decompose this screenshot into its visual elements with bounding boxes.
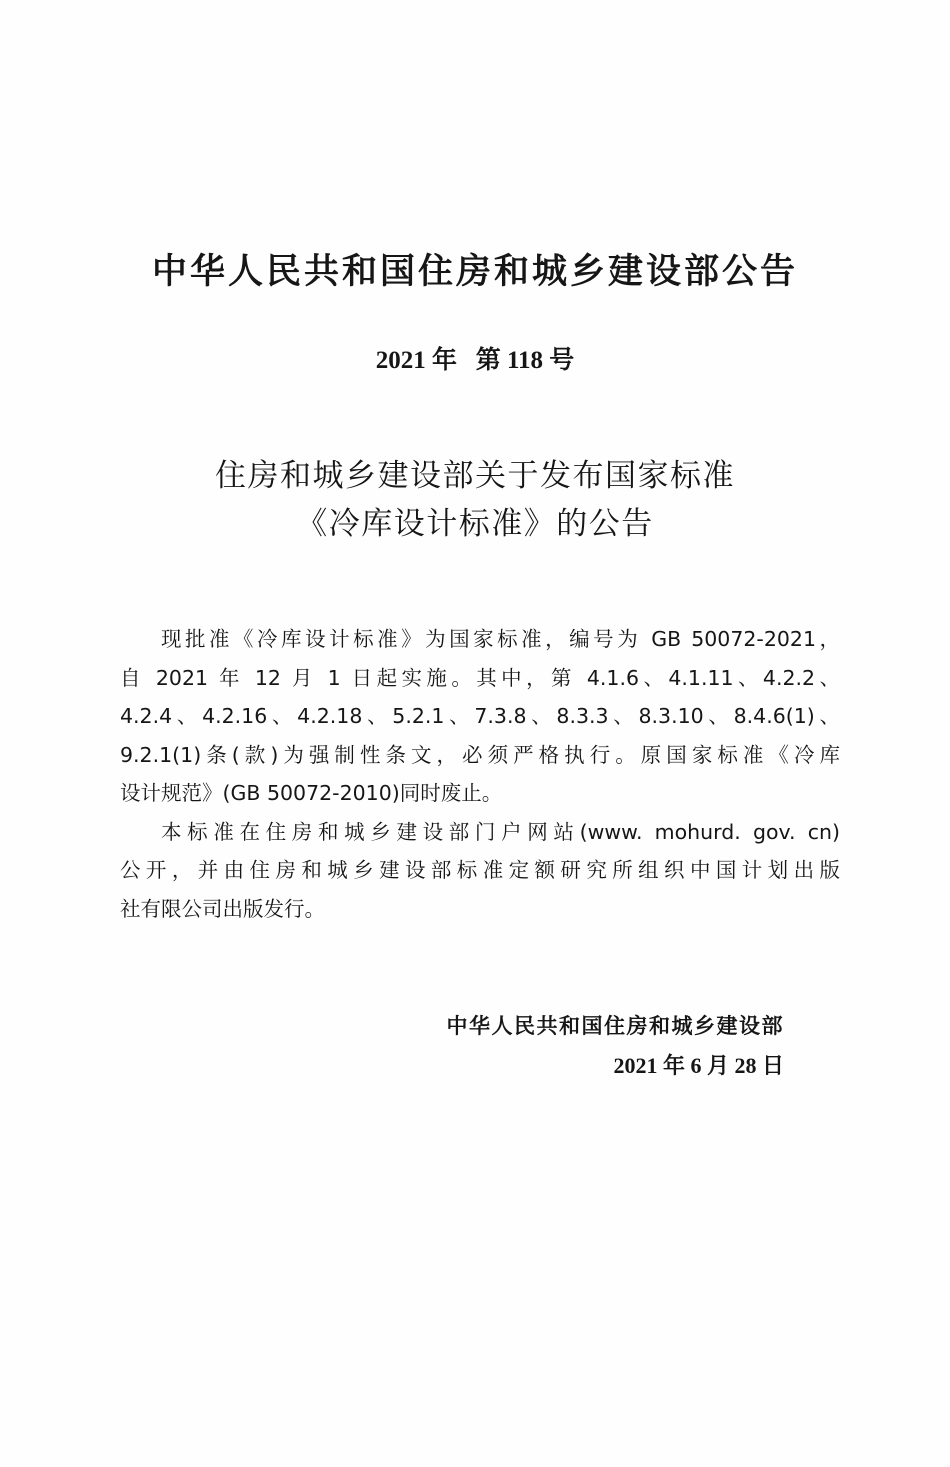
body-line: 9.2.1(1)条(款)为强制性条文，必须严格执行。原国家标准《冷库	[120, 742, 840, 767]
notice-title	[0, 452, 950, 548]
body-line: 4.2.4、4.2.16、4.2.18、5.2.1、7.3.8、8.3.3、8.3.10、8.4.6(1)、	[120, 704, 840, 728]
notice-title-line-2: 《冷库设计标准》的公告	[296, 506, 654, 542]
announcement-header-title: 中华人民共和国住房和城乡建设部公告	[151, 252, 798, 292]
body-line: 设计规范》(GB 50072-2010)同时废止。	[120, 781, 503, 805]
body-paragraph-2	[120, 813, 840, 929]
body-paragraph-1	[120, 620, 840, 813]
body-line: 自 2021 年 12 月 1 日起实施。其中，第 4.1.6、4.1.11、4.2.2、	[120, 665, 840, 690]
notice-body	[120, 620, 840, 928]
body-line: 现批准《冷库设计标准》为国家标准，编号为 GB 50072-2021，	[161, 627, 840, 651]
announcement-issue-number: 2021 年 第 118 号	[375, 347, 575, 374]
body-line: 公开，并由住房和城乡建设部标准定额研究所组织中国计划出版	[120, 858, 840, 882]
body-line: 本标准在住房和城乡建设部门户网站(www. mohurd. gov. cn)	[161, 819, 840, 844]
body-line: 社有限公司出版发行。	[120, 896, 325, 921]
notice-title-line-1: 住房和城乡建设部关于发布国家标准	[215, 458, 735, 494]
signature-organization: 中华人民共和国住房和城乡建设部	[446, 1014, 784, 1038]
signature-block	[447, 1006, 785, 1086]
signature-date: 2021 年 6 月 28 日	[613, 1053, 784, 1078]
